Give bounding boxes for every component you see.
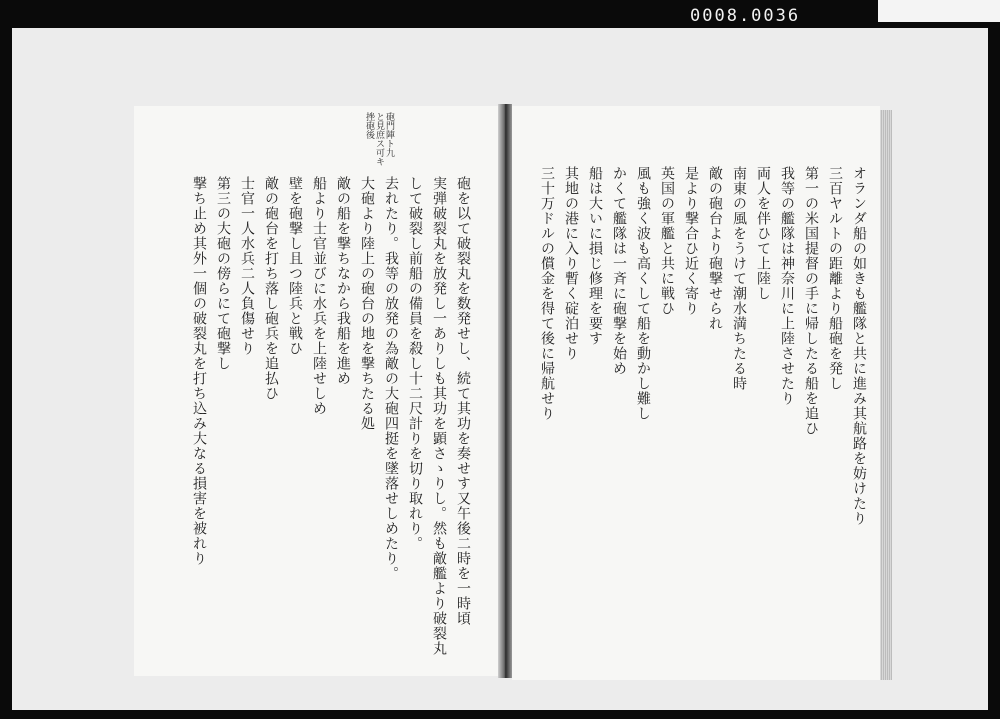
text-column: 是より撃合ひ近く寄り bbox=[683, 166, 699, 316]
text-column: 撃ち止め其外一個の破裂丸を打ち込み大なる損害を被れり bbox=[191, 176, 207, 566]
text-column: 第三の大砲の傍らにて砲撃し bbox=[215, 176, 231, 371]
book-gutter bbox=[498, 104, 512, 678]
marginal-note-line: 挫砲後 bbox=[364, 112, 374, 139]
text-column: 南東の風をうけて潮水満ちたる時 bbox=[731, 166, 747, 391]
text-column: 実弾破裂丸を放発し一ありしも其功を顕さゝりし。然も敵艦より破裂丸 bbox=[431, 176, 447, 656]
text-column: 第一の米国提督の手に帰したる船を追ひ bbox=[803, 166, 819, 436]
film-frame-number: 0008.0036 bbox=[690, 6, 801, 26]
open-book bbox=[124, 78, 894, 690]
marginal-note-line: 砲門陣ト九 bbox=[384, 112, 394, 157]
scan-background bbox=[12, 28, 988, 710]
text-column: 砲を以て破裂丸を数発せし、続て其功を奏せす又午後二時を一時頃 bbox=[455, 176, 471, 626]
text-column: 其地の港に入り暫く碇泊せり bbox=[563, 166, 579, 361]
text-column: 英国の軍艦と共に戦ひ bbox=[659, 166, 675, 316]
text-column: 去れたり。我等の放発の為敵の大砲四挺を墜落せしめたり。 bbox=[383, 176, 399, 581]
text-column: 大砲より陸上の砲台の地を撃ちたる処 bbox=[359, 176, 375, 431]
text-column: 敵の船を撃ちなから我船を進め bbox=[335, 176, 351, 386]
text-column: 壁を砲撃し且つ陸兵と戦ひ bbox=[287, 176, 303, 356]
page-edges bbox=[880, 110, 892, 680]
text-column: 風も強く波も高くして船を動かし難し bbox=[635, 166, 651, 421]
text-column: 船は大いに損じ修理を要す bbox=[587, 166, 603, 346]
film-edge-strip bbox=[878, 0, 1000, 22]
text-column: オランダ船の如きも艦隊と共に進み其航路を妨けたり bbox=[851, 166, 867, 526]
text-column: 敵の砲台より砲撃せられ bbox=[707, 166, 723, 331]
text-column: 三百ヤルトの距離より船砲を発し bbox=[827, 166, 843, 391]
text-column: 船より士官並びに水兵を上陸せしめ bbox=[311, 176, 327, 416]
text-column: 敵の砲台を打ち落し砲兵を追払ひ bbox=[263, 176, 279, 401]
marginal-note-line: と見庶ス可キ bbox=[374, 112, 384, 166]
text-column: 我等の艦隊は神奈川に上陸させたり bbox=[779, 166, 795, 406]
text-column: して破裂し前船の備員を殺し十二尺計りを切り取れり。 bbox=[407, 176, 423, 551]
text-column: かくて艦隊は一斉に砲撃を始め bbox=[611, 166, 627, 376]
text-column: 両人を伴ひて上陸し bbox=[755, 166, 771, 301]
left-page bbox=[134, 106, 498, 676]
right-page bbox=[512, 106, 880, 680]
text-column: 士官一人水兵二人負傷せり bbox=[239, 176, 255, 356]
text-column: 三十万ドルの償金を得て後に帰航せり bbox=[539, 166, 555, 421]
